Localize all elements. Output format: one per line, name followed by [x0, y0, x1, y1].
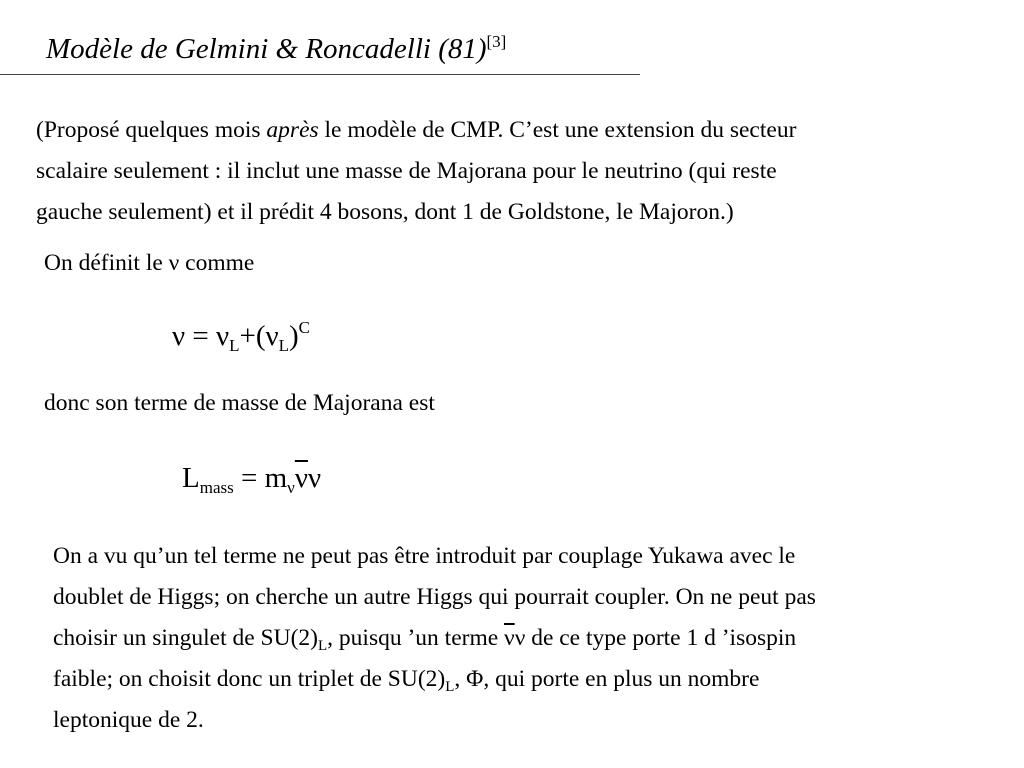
body-line-2: doublet de Higgs; on cherche un autre Higgs qui pourrait coupler. On ne peut pas: [53, 584, 816, 610]
intro-line-3: gauche seulement) et il prédit 4 bosons, dont 1 de Goldstone, le Majoron.): [36, 199, 734, 225]
body-line-3-sub: L: [318, 638, 328, 654]
body-line-4-sub: L: [445, 679, 455, 695]
formula2-nu: ν: [307, 462, 322, 494]
formula1-lhs: ν = ν: [172, 320, 230, 352]
body-line-3-nubar: $\overline{\nu}$: [504, 625, 515, 651]
body-line-3: [53, 618, 816, 659]
formula1-sub-1: L: [229, 336, 240, 355]
title-reference: [3]: [486, 32, 507, 51]
formula1-sup: C: [298, 318, 311, 337]
title-underline: [0, 74, 640, 75]
formula1-close: ): [289, 320, 299, 352]
title-text: Modèle de Gelmini & Roncadelli (81): [46, 33, 487, 65]
formula2-eq: = m: [233, 462, 288, 494]
formula2-sub-nu: ν: [287, 478, 295, 497]
formula1-mid: +(ν: [239, 320, 279, 352]
formula1-sub-2: L: [278, 336, 289, 355]
majorana-mass-formula: [182, 462, 321, 495]
body-line-3-a: choisir un singulet de SU(2): [53, 625, 318, 651]
body-line-3-c: ν de ce type porte 1 d ’isospin: [514, 625, 797, 651]
body-line-1: On a vu qu’un tel terme ne peut pas être introduit par couplage Yukawa avec le: [53, 543, 796, 569]
slide-title: [46, 33, 506, 66]
formula2-nubar: $\overline{\nu}$: [294, 462, 308, 494]
intro-line-1: [36, 110, 796, 151]
body-line-3-b: , puisqu ’un terme: [327, 625, 505, 651]
body-paragraph: [53, 536, 816, 741]
neutrino-definition-formula: [172, 320, 310, 353]
definition-text: On définit le ν comme: [44, 250, 255, 276]
formula2-sub-mass: mass: [199, 478, 234, 497]
body-line-4-b: , Φ, qui porte en plus un nombre: [454, 666, 760, 692]
intro-line-1-b: le modèle de CMP. C’est une extension du secteur: [318, 117, 797, 143]
body-line-4: [53, 659, 816, 700]
body-line-4-a: faible; on choisit donc un triplet de SU(2): [53, 666, 446, 692]
intro-line-1-a: (Proposé quelques mois: [36, 117, 267, 143]
formula2-L: L: [182, 462, 200, 494]
mass-term-text: donc son terme de masse de Majorana est: [44, 390, 435, 416]
body-line-5: leptonique de 2.: [53, 707, 204, 733]
intro-emphasis: après: [266, 117, 319, 143]
intro-paragraph: [36, 110, 796, 233]
intro-line-2: scalaire seulement : il inclut une masse de Majorana pour le neutrino (qui reste: [36, 158, 777, 184]
